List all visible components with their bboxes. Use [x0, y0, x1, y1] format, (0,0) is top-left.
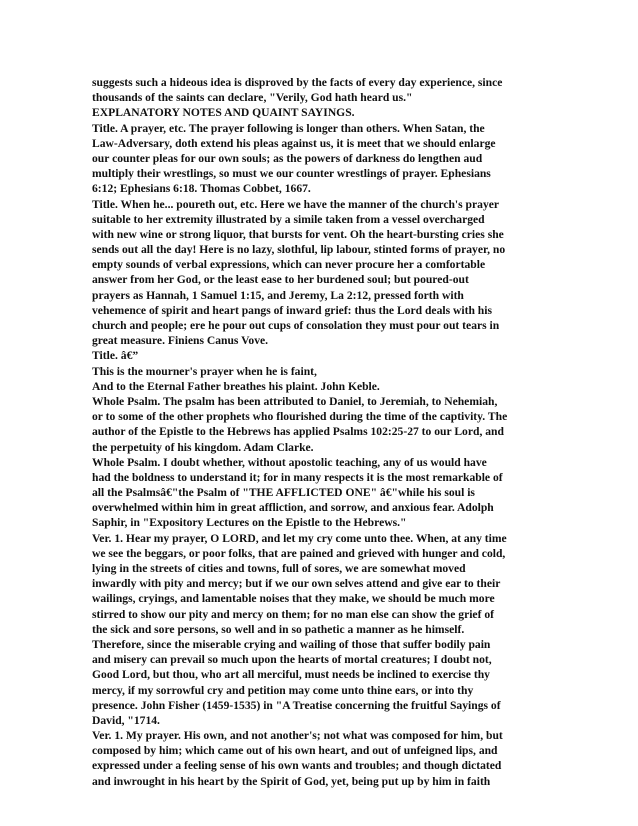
text-line: thousands of the saints can declare, "Verily, God hath heard us.": [92, 91, 413, 105]
text-line: mercy, if my sorrowful cry and petition may come unto thine ears, or into thy: [92, 683, 474, 697]
text-line: had the boldness to understand it; for in many respects it is the most remarkable of: [92, 470, 503, 484]
text-line: Therefore, since the miserable crying and wailing of those that suffer bodily pain: [92, 637, 491, 651]
text-line: Title. â€”: [92, 349, 139, 363]
text-line: And to the Eternal Father breathes his plaint. John Keble.: [92, 379, 380, 393]
text-line: our counter pleas for our own souls; as the powers of darkness do lengthen aud: [92, 151, 483, 165]
text-line: Law-Adversary, doth extend his pleas against us, it is meet that we should enlarge: [92, 136, 496, 150]
text-line: vehemence of spirit and heart pangs of inward grief: thus the Lord deals with his: [92, 303, 492, 317]
text-line: expressed under a feeling sense of his own wants and troubles; and though dictated: [92, 759, 502, 773]
text-line: stirred to show our pity and mercy on them; for no man else can show the grief of: [92, 607, 494, 621]
text-line: prayers as Hannah, 1 Samuel 1:15, and Jeremy, La 2:12, pressed forth with: [92, 288, 464, 302]
text-line: overwhelmed within him in great affliction, and sorrow, and anxious fear. Adolph: [92, 501, 494, 515]
text-line: the sick and sore persons, so well and in so pathetic a manner as he himself.: [92, 622, 465, 636]
text-line: presence. John Fisher (1459-1535) in "A Treatise concerning the fruitful Sayings of: [92, 698, 501, 712]
text-line: 6:12; Ephesians 6:18. Thomas Cobbet, 1667.: [92, 182, 311, 196]
text-line: composed by him; which came out of his own heart, and out of unfeigned lips, and: [92, 744, 498, 758]
text-line: Whole Psalm. The psalm has been attributed to Daniel, to Jeremiah, to Nehemiah,: [92, 394, 498, 408]
text-line: Whole Psalm. I doubt whether, without apostolic teaching, any of us would have: [92, 455, 487, 469]
text-line: with new wine or strong liquor, that bursts for vent. Oh the heart-bursting cries she: [92, 227, 504, 241]
section-heading: EXPLANATORY NOTES AND QUAINT SAYINGS.: [92, 106, 355, 120]
text-line: and inwrought in his heart by the Spirit of God, yet, being put up by him in faith: [92, 774, 491, 788]
text-line: empty sounds of verbal expressions, which can never procure her a comfortable: [92, 258, 486, 272]
text-line: suitable to her extremity illustrated by a simile taken from a vessel overcharged: [92, 212, 485, 226]
text-line: answer from her God, or the least ease to her burdened soul; but poured-out: [92, 273, 469, 287]
document-page: [92, 75, 562, 804]
text-line: great measure. Finiens Canus Vove.: [92, 334, 269, 348]
text-line: and misery can prevail so much upon the hearts of mortal creatures; I doubt not,: [92, 653, 492, 667]
text-line: lying in the streets of cities and towns, full of sores, we are somewhat moved: [92, 562, 466, 575]
text-line: Title. A prayer, etc. The prayer following is longer than others. When Satan, the: [92, 121, 485, 135]
text-line: sends out all the day! Here is no lazy, slothful, lip labour, stinted forms of prayer, no: [92, 243, 506, 257]
text-line: suggests such a hideous idea is disproved by the facts of every day experience, since: [92, 76, 503, 89]
text-line: the perpetuity of his kingdom. Adam Clarke.: [92, 440, 314, 454]
text-line: Ver. 1. Hear my prayer, O LORD, and let my cry come unto thee. When, at any time: [92, 531, 507, 545]
text-line: Good Lord, but thou, who art all merciful, must needs be inclined to exercise thy: [92, 668, 490, 682]
text-line: inwardly with pity and mercy; but if we our own selves attend and give ear to their: [92, 577, 501, 591]
text-line: church and people; ere he pour out cups of consolation they must pour out tears in: [92, 319, 500, 332]
text-line: Title. When he... poureth out, etc. Here we have the manner of the church's prayer: [92, 197, 500, 211]
text-line: or to some of the other prophets who flourished during the time of the captivity. The: [92, 410, 508, 424]
text-line: Ver. 1. My prayer. His own, and not another's; not what was composed for him, but: [92, 729, 503, 743]
text-line: This is the mourner's prayer when he is faint,: [92, 364, 317, 378]
text-line: Saphir, in "Expository Lectures on the Epistle to the Hebrews.": [92, 516, 407, 530]
text-line: multiply their wrestlings, so must we our counter wrestlings of prayer. Ephesians: [92, 167, 491, 181]
text-line: wailings, cryings, and lamentable noises that they make, we should be much more: [92, 592, 495, 606]
text-line: author of the Epistle to the Hebrews has applied Psalms 102:25-27 to our Lord, and: [92, 425, 504, 439]
text-line: all the Psalmsâ€"the Psalm of "THE AFFLICTED ONE" â€"while his soul is: [92, 486, 475, 500]
text-line: David, "1714.: [92, 713, 160, 727]
text-line: [92, 789, 562, 804]
text-line: we see the beggars, or poor folks, that are pained and grieved with hunger and cold,: [92, 546, 506, 560]
